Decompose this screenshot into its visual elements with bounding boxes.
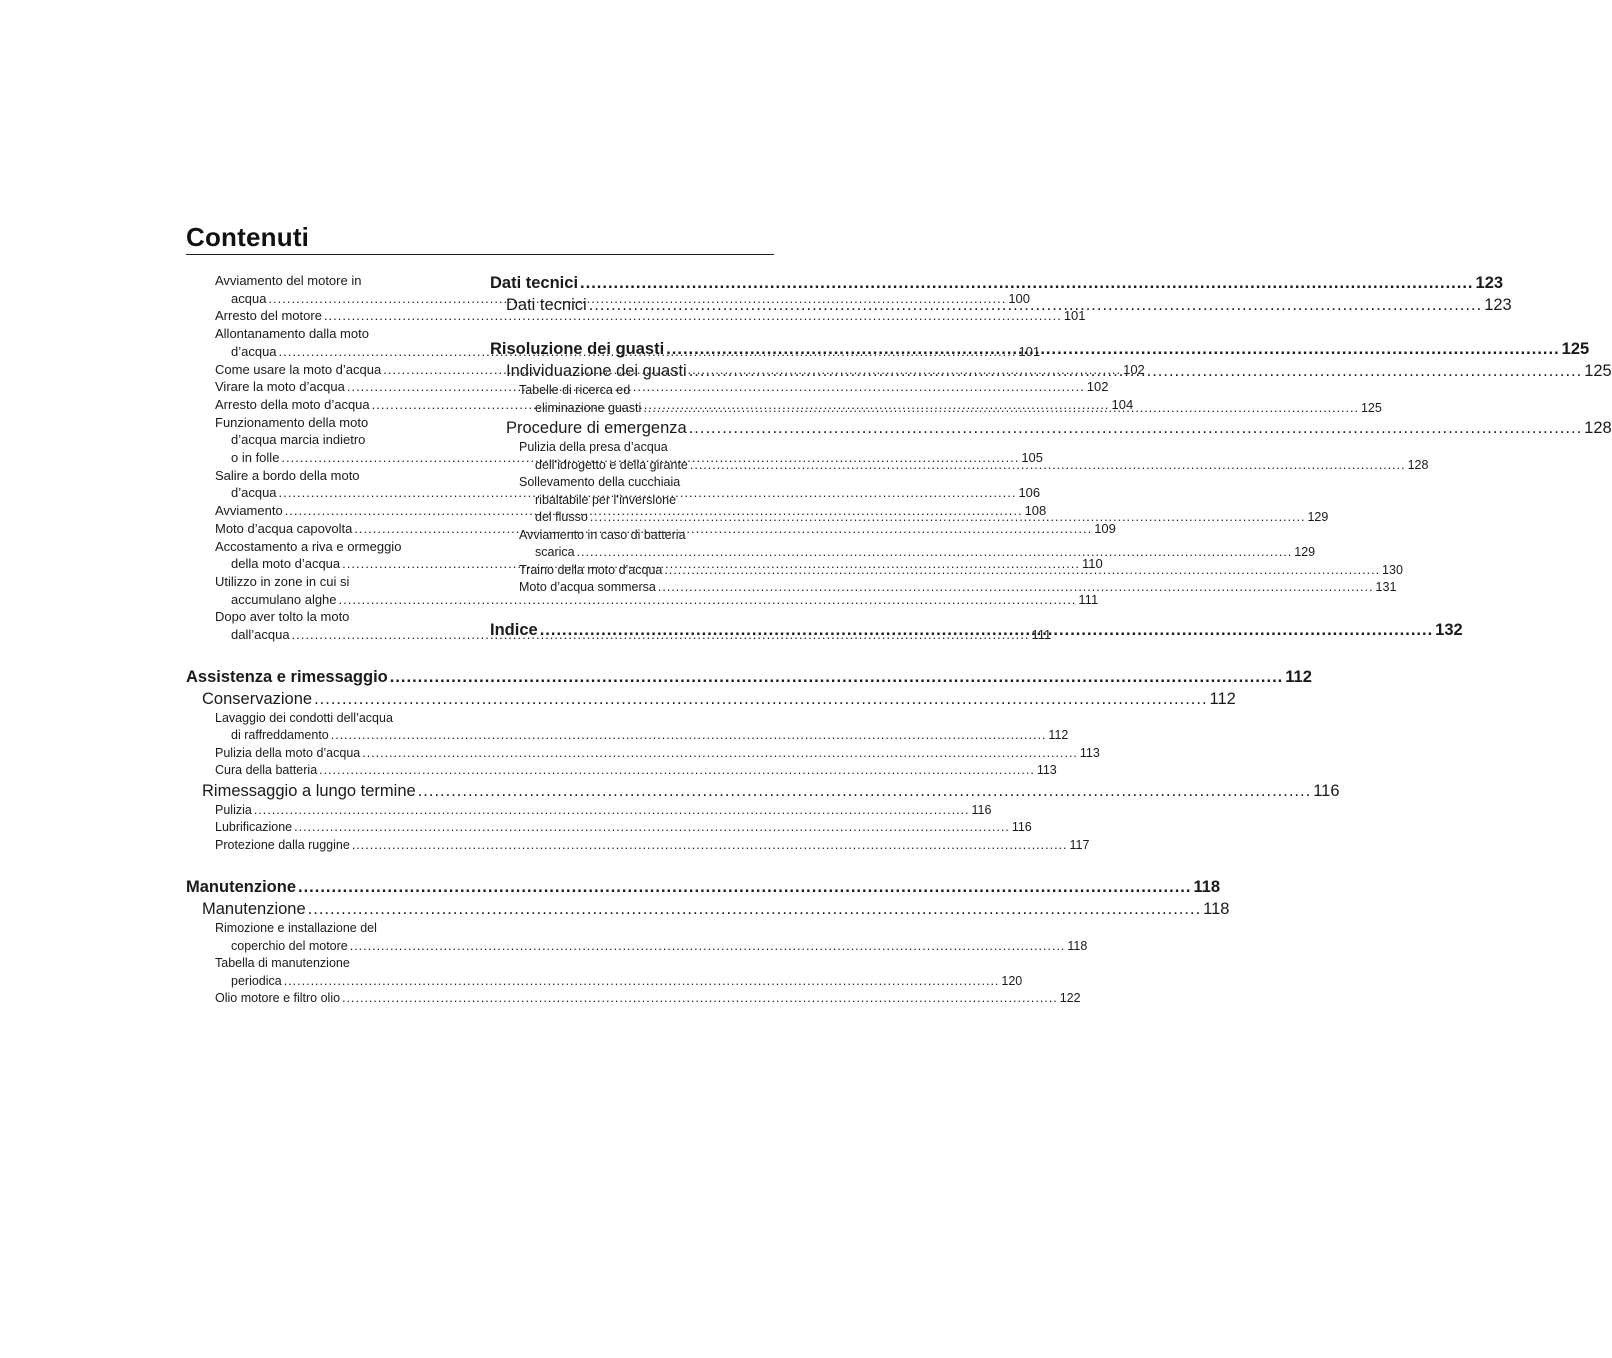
toc-entry-text: Avviamento in caso di batteria (519, 527, 686, 542)
toc-page-number: 116 (1011, 820, 1032, 835)
toc-entry-text: ribaltabile per l’inversione (535, 492, 677, 507)
toc-page-number: 111 (1031, 627, 1052, 643)
toc-entry-text: Dati tecnici (506, 296, 587, 314)
toc-entry-text: Accostamento a riva e ormeggio (215, 538, 402, 554)
toc-page-number: 128 (1407, 457, 1429, 472)
toc-page-number: 122 (1059, 991, 1081, 1006)
toc-entry-text: acqua (231, 290, 267, 306)
toc-page-number: 110 (1082, 556, 1103, 572)
toc-entry-text: Moto d’acqua capovolta (215, 520, 353, 536)
toc-entry-text: d’acqua marcia indietro (231, 432, 366, 448)
toc-page-number: 102 (1123, 361, 1145, 377)
toc-page-number: 118 (1193, 878, 1221, 897)
dot-leader (689, 417, 1582, 439)
toc-chapter[interactable] (186, 666, 1312, 688)
page-title: Contenuti (186, 222, 310, 252)
toc-page-number: 132 (1435, 620, 1463, 639)
toc-section[interactable] (186, 780, 1340, 802)
toc-page-number: 123 (1475, 274, 1504, 292)
toc-entry-text: Risoluzione dei guasti (490, 340, 665, 358)
toc-entry-text: Individuazione dei guasti (506, 362, 687, 380)
toc-page-number: 112 (1285, 667, 1312, 686)
toc-entry-text: Avviamento del motore in (215, 273, 362, 288)
toc-section[interactable] (186, 898, 1230, 920)
toc-entry-text: Protezione dalla ruggine (215, 837, 350, 852)
toc-entry-text: del flusso (535, 510, 588, 524)
toc-page-number: 112 (1048, 728, 1069, 743)
toc-entry-text: Manutenzione (202, 900, 306, 919)
dot-leader (319, 762, 1035, 780)
toc-entry-text: Sollevamento della cucchiaia (519, 475, 681, 489)
toc-page-number: 125 (1360, 400, 1382, 415)
toc-entry-text: Moto d’acqua sommersa (519, 580, 656, 594)
toc-subsection[interactable] (186, 819, 1032, 837)
toc-entry-text: della moto d’acqua (231, 556, 341, 572)
toc-page-number: 116 (1313, 781, 1340, 800)
toc-entry-text: o in folle (231, 450, 280, 466)
toc-entry-text: d’acqua (231, 343, 277, 359)
section-spacer (186, 854, 472, 876)
dot-leader (590, 509, 1306, 527)
toc-page-number: 116 (971, 802, 992, 817)
toc-section[interactable] (186, 688, 1236, 710)
toc-entry-text: Virare la moto d’acqua (215, 379, 345, 395)
toc-entry-text: Utilizzo in zone in cui si (215, 573, 350, 589)
toc-page-number: 104 (1111, 396, 1134, 412)
toc-page-number: 101 (1063, 308, 1086, 324)
toc-entry-text: Dopo aver tolto la moto (215, 609, 350, 625)
toc-entry-text: Allontanamento dalla moto (215, 326, 369, 342)
toc-subsection[interactable] (186, 802, 992, 820)
toc-subsection[interactable] (186, 762, 1057, 780)
toc-page-number: 125 (1561, 340, 1590, 358)
toc-entry-text: dall’acqua (231, 627, 290, 643)
toc-page-number: 102 (1086, 379, 1109, 395)
toc-page-number: 118 (1203, 900, 1230, 919)
section-spacer (490, 316, 774, 338)
toc-entry-text: Traino della moto d’acqua (519, 562, 663, 577)
dot-leader (577, 544, 1293, 562)
toc-entry-text: di raffreddamento (231, 728, 329, 743)
toc-chapter[interactable] (186, 876, 1221, 898)
toc-entry-text: Rimozione e installazione del (215, 921, 377, 936)
toc-page-number: 125 (1584, 362, 1612, 380)
toc-entry-text: dell’idrogetto e della girante (535, 457, 688, 472)
toc-page-number: 101 (1018, 343, 1041, 359)
toc-subsection[interactable] (186, 955, 1023, 990)
toc-subsection[interactable] (186, 710, 1069, 745)
toc-page-number: 112 (1209, 689, 1236, 708)
toc-chapter[interactable] (490, 272, 1504, 294)
toc-entry-text: Assistenza e rimessaggio (186, 667, 388, 686)
toc-entry-text: Pulizia (215, 802, 252, 817)
toc-page-number: 129 (1294, 545, 1316, 559)
toc-entry-text: Salire a bordo della moto (215, 467, 360, 483)
toc-entry-text: Dati tecnici (490, 274, 579, 292)
toc-entry-text: Arresto del motore (215, 308, 322, 324)
toc-page-number: 130 (1382, 562, 1403, 577)
toc-entry-text: periodica (231, 973, 282, 988)
toc-subsection[interactable] (186, 990, 1081, 1008)
dot-leader (254, 802, 970, 820)
dot-leader (418, 780, 1311, 802)
dot-leader (390, 666, 1283, 688)
toc-subsection[interactable] (186, 920, 1088, 955)
toc-entry-text: accumulano alghe (231, 591, 337, 607)
toc-entry-text: Lavaggio dei condotti dell’acqua (215, 710, 393, 725)
toc-page-number: 128 (1584, 419, 1612, 437)
section-spacer (490, 597, 774, 619)
toc-page-number: 117 (1069, 837, 1090, 852)
toc-subsection[interactable] (186, 837, 1090, 855)
toc-entry-text: coperchio del motore (231, 938, 348, 953)
dot-leader (342, 990, 1058, 1008)
dot-leader (666, 338, 1559, 360)
section-spacer (186, 644, 472, 666)
toc-entry-text: Tabella di manutenzione (215, 956, 350, 971)
toc-page-number: 120 (1001, 973, 1023, 988)
toc-page-number: 100 (1008, 290, 1031, 306)
toc-entry-text: Pulizia della presa d’acqua (519, 440, 668, 454)
toc-entry-text: Manutenzione (186, 878, 296, 897)
dot-leader (308, 898, 1201, 920)
toc-entry-text: Indice (490, 620, 538, 639)
toc-entry-text: Come usare la moto d’acqua (215, 361, 382, 377)
toc-entry-text: Rimessaggio a lungo termine (202, 781, 416, 800)
dot-leader (352, 837, 1068, 855)
toc-page-number: 105 (1021, 450, 1044, 466)
toc-page-number: 123 (1484, 296, 1512, 314)
toc-entry-text: scarica (535, 545, 575, 559)
dot-leader (350, 938, 1066, 956)
title-divider (186, 254, 774, 255)
dot-leader (362, 745, 1078, 763)
toc-page-number: 118 (1067, 938, 1088, 953)
dot-leader (540, 619, 1433, 641)
toc-entry-text: Conservazione (202, 689, 313, 708)
dot-leader (298, 876, 1191, 898)
toc-entry-text: Cura della batteria (215, 763, 318, 778)
toc-page-number: 109 (1094, 520, 1116, 536)
toc-entry-text: d’acqua (231, 485, 277, 501)
dot-leader (294, 819, 1010, 837)
toc-entry-text: Lubrificazione (215, 820, 293, 835)
toc-page-number: 113 (1079, 745, 1100, 760)
dot-leader (331, 727, 1047, 745)
toc-entry-text: Procedure di emergenza (506, 419, 687, 437)
dot-leader (658, 579, 1374, 597)
toc-entry-text: eliminazione guasti (535, 400, 642, 415)
toc-subsection[interactable] (490, 579, 1397, 597)
dot-leader (643, 400, 1359, 418)
toc-entry-text: Arresto della moto d’acqua (215, 396, 370, 412)
toc-page-number: 106 (1018, 485, 1041, 501)
toc-entry-text: Funzionamento della moto (215, 414, 369, 430)
dot-leader (689, 360, 1582, 382)
dot-leader (664, 562, 1380, 580)
dot-leader (580, 272, 1473, 294)
toc-subsection[interactable] (186, 307, 1086, 325)
toc-page-number: 111 (1078, 591, 1099, 607)
toc-entry-text: Avviamento (215, 503, 283, 519)
dot-leader (314, 688, 1207, 710)
toc-page-number: 108 (1024, 503, 1047, 519)
toc-entry-text: Tabelle di ricerca ed (519, 383, 631, 397)
toc-page-number: 131 (1375, 580, 1397, 594)
toc-section[interactable] (490, 417, 1612, 439)
toc-page-number: 113 (1036, 763, 1057, 778)
toc-page-number: 129 (1307, 510, 1329, 524)
toc-subsection[interactable] (186, 745, 1100, 763)
toc-entry-text: Pulizia della moto d’acqua (215, 745, 361, 760)
toc-entry-text: Olio motore e filtro olio (215, 991, 341, 1006)
dot-leader (690, 457, 1406, 475)
dot-leader (284, 973, 1000, 991)
dot-leader (589, 294, 1482, 316)
